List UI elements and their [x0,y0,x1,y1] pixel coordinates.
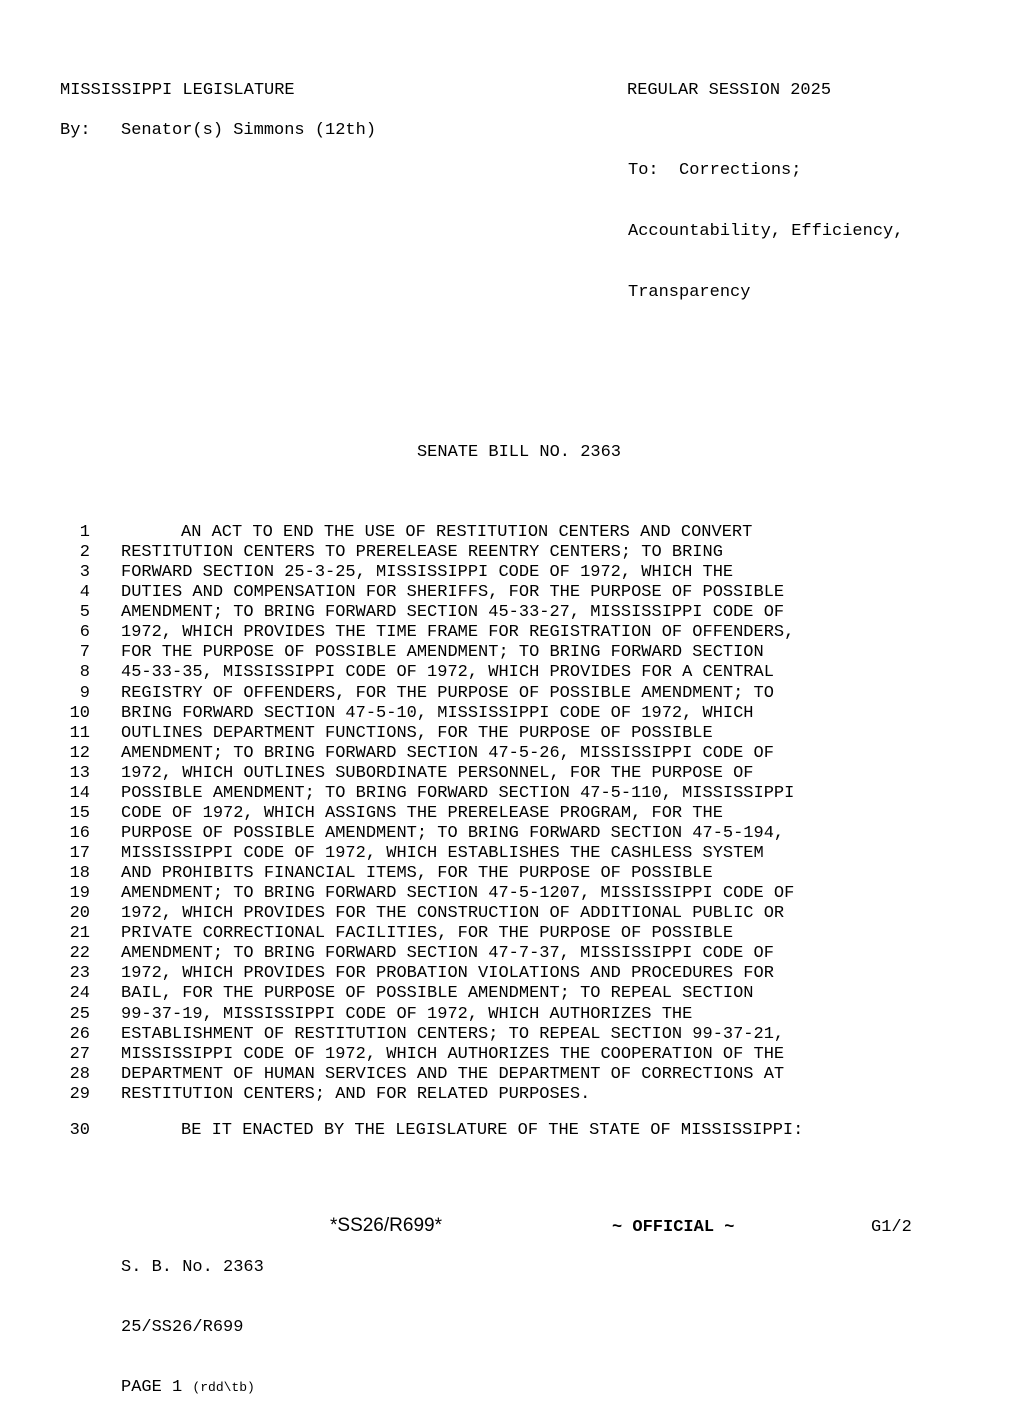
line-text: ESTABLISHMENT OF RESTITUTION CENTERS; TO REPEAL SECTION 99-37-21, [121,1024,785,1044]
legislature-name: MISSISSIPPI LEGISLATURE [60,81,295,100]
line-number: 4 [79,583,90,603]
line-number: 20 [69,904,90,924]
line-text: FOR THE PURPOSE OF POSSIBLE AMENDMENT; TO BRING FORWARD SECTION [121,643,764,663]
sponsor-name: Senator(s) Simmons (12th) [121,121,377,140]
line-number: 21 [69,924,90,944]
line-number: 12 [69,743,90,763]
line-text: AND PROHIBITS FINANCIAL ITEMS, FOR THE PURPOSE OF POSSIBLE [121,864,713,884]
line-number: 22 [69,944,90,964]
session-label: REGULAR SESSION 2025 [627,81,832,100]
line-number: 28 [69,1064,90,1084]
footer-official-label: ~ OFFICIAL ~ [612,1218,735,1237]
line-text: AMENDMENT; TO BRING FORWARD SECTION 47-7-37, MISSISSIPPI CODE OF [121,944,774,964]
by-label: By: [60,121,91,140]
line-number: 24 [69,984,90,1004]
line-text: FORWARD SECTION 25-3-25, MISSISSIPPI CODE OF 1972, WHICH THE [121,563,734,583]
line-text: BRING FORWARD SECTION 47-5-10, MISSISSIPPI CODE OF 1972, WHICH [121,703,754,723]
line-number: 3 [79,563,90,583]
line-text: 99-37-19, MISSISSIPPI CODE OF 1972, WHICH AUTHORIZES THE [121,1004,693,1024]
line-text: RESTITUTION CENTERS TO PRERELEASE REENTRY CENTERS; TO BRING [121,543,723,563]
line-number: 23 [69,964,90,984]
bill-title: SENATE BILL NO. 2363 [416,443,622,462]
line-number: 25 [69,1004,90,1024]
line-number: 2 [79,543,90,563]
committee-referral [628,121,903,324]
line-number: 1 [79,523,90,542]
line-text: OUTLINES DEPARTMENT FUNCTIONS, FOR THE PURPOSE OF POSSIBLE [121,723,713,743]
footer-barcode-text: *SS26/R699* [330,1215,442,1236]
line-number: 30 [69,1121,90,1140]
footer-initials: (rdd\tb) [192,1380,255,1395]
committee-line: Accountability, Efficiency, [628,222,904,241]
line-number: 15 [69,803,90,823]
line-text: MISSISSIPPI CODE OF 1972, WHICH AUTHORIZES THE COOPERATION OF THE [121,1044,785,1064]
line-number: 9 [79,683,90,703]
line-text: AMENDMENT; TO BRING FORWARD SECTION 47-5-26, MISSISSIPPI CODE OF [121,743,774,763]
line-number: 6 [79,623,90,643]
line-number: 10 [69,703,90,723]
line-number: 13 [69,763,90,783]
line-number: 27 [69,1044,90,1064]
line-text: AMENDMENT; TO BRING FORWARD SECTION 45-33-27, MISSISSIPPI CODE OF [121,603,785,623]
line-number: 19 [69,884,90,904]
committee-line: Transparency [628,283,751,302]
line-text: PRIVATE CORRECTIONAL FACILITIES, FOR THE PURPOSE OF POSSIBLE [121,924,734,944]
footer-page [121,1378,264,1398]
committee-line: To: Corrections; [628,161,802,180]
line-text: 1972, WHICH PROVIDES FOR PROBATION VIOLATIONS AND PROCEDURES FOR [121,964,774,984]
line-number: 29 [69,1084,90,1104]
line-text: AMENDMENT; TO BRING FORWARD SECTION 47-5-1207, MISSISSIPPI CODE OF [121,884,795,904]
line-number: 18 [69,864,90,884]
enacting-clause: BE IT ENACTED BY THE LEGISLATURE OF THE STATE OF MISSISSIPPI: [181,1121,804,1140]
line-number: 5 [79,603,90,623]
footer-group-label: G1/2 [871,1218,912,1237]
line-number: 26 [69,1024,90,1044]
line-text: 1972, WHICH PROVIDES FOR THE CONSTRUCTION OF ADDITIONAL PUBLIC OR [121,904,785,924]
footer-page-label: PAGE 1 [121,1378,183,1397]
line-text: DUTIES AND COMPENSATION FOR SHERIFFS, FOR THE PURPOSE OF POSSIBLE [121,583,785,603]
line-number: 14 [69,783,90,803]
footer-doc-code: 25/SS26/R699 [121,1318,244,1337]
line-text: BAIL, FOR THE PURPOSE OF POSSIBLE AMENDMENT; TO REPEAL SECTION [121,984,754,1004]
line-text: REGISTRY OF OFFENDERS, FOR THE PURPOSE OF POSSIBLE AMENDMENT; TO [121,683,774,703]
line-number: 11 [69,723,90,743]
line-text: RESTITUTION CENTERS; AND FOR RELATED PURPOSES. [121,1084,591,1104]
line-text: POSSIBLE AMENDMENT; TO BRING FORWARD SECTION 47-5-110, MISSISSIPPI [121,783,795,803]
line-text: AN ACT TO END THE USE OF RESTITUTION CENTERS AND CONVERT [181,523,753,542]
footer-bill-info [121,1218,264,1418]
line-text: PURPOSE OF POSSIBLE AMENDMENT; TO BRING FORWARD SECTION 47-5-194, [121,823,785,843]
line-text: DEPARTMENT OF HUMAN SERVICES AND THE DEPARTMENT OF CORRECTIONS AT [121,1064,785,1084]
line-text: 45-33-35, MISSISSIPPI CODE OF 1972, WHICH PROVIDES FOR A CENTRAL [121,663,774,683]
footer-bill-ref: S. B. No. 2363 [121,1258,264,1277]
line-number: 7 [79,643,90,663]
line-text: CODE OF 1972, WHICH ASSIGNS THE PRERELEASE PROGRAM, FOR THE [121,803,723,823]
line-text: 1972, WHICH OUTLINES SUBORDINATE PERSONNEL, FOR THE PURPOSE OF [121,763,754,783]
line-number: 17 [69,844,90,863]
line-text: MISSISSIPPI CODE OF 1972, WHICH ESTABLISHES THE CASHLESS SYSTEM [121,844,764,863]
line-number: 8 [79,663,90,683]
line-text: 1972, WHICH PROVIDES THE TIME FRAME FOR REGISTRATION OF OFFENDERS, [121,623,795,643]
line-number: 16 [69,823,90,843]
